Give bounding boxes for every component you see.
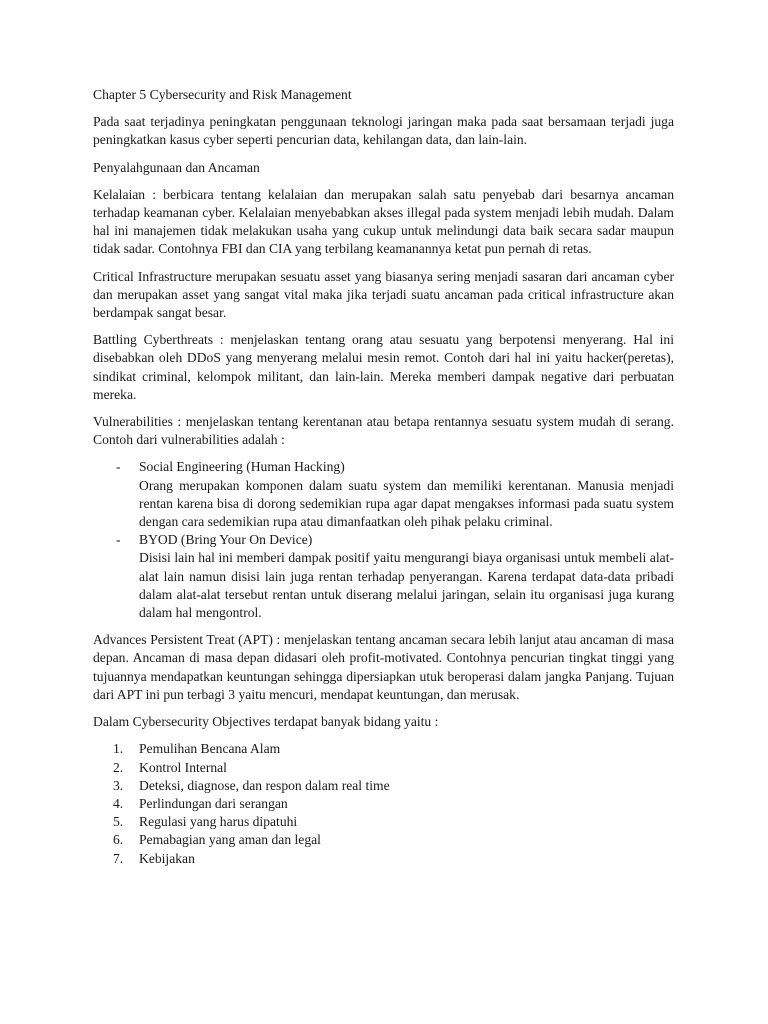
list-item-text: Perlindungan dari serangan xyxy=(139,795,288,811)
list-item-text: Deteksi, diagnose, dan respon dalam real time xyxy=(139,777,390,793)
list-number: 6. xyxy=(113,832,124,848)
list-item xyxy=(93,795,674,813)
list-number: 3. xyxy=(113,777,124,793)
list-item-title: Social Engineering (Human Hacking) xyxy=(139,459,345,475)
intro-paragraph: Pada saat terjadinya peningkatan penggunaan teknologi jaringan maka pada saat bersamaan terjadi juga peningkatkan kasus cyber seperti pencurian data, kehilangan data, dan lain-lain. xyxy=(93,114,674,148)
list-item-body: Disisi lain hal ini memberi dampak positif yaitu mengurangi biaya organisasi untuk membeli alat-alat lain namun disisi lain juga rentan terhadap penyerangan. Karena terdapat data-data pribadi dalam alat-alat tersebut rentan untuk diserang melalui jaringan, selain itu organisasi juga kurang dalam hal mengontrol. xyxy=(139,550,674,621)
list-item-text: Pemabagian yang aman dan legal xyxy=(139,832,321,848)
list-item-title: BYOD (Bring Your On Device) xyxy=(139,532,313,548)
list-item-text: Regulasi yang harus dipatuhi xyxy=(139,814,298,830)
list-number: 2. xyxy=(113,759,124,775)
objectives-list xyxy=(93,740,674,867)
paragraph-vulnerabilities: Vulnerabilities : menjelaskan tentang kerentanan atau betapa rentannya sesuatu system mudah di serang. Contoh dari vulnerabilities adalah : xyxy=(93,414,674,448)
list-item xyxy=(93,831,674,849)
paragraph-battling-cyberthreats: Battling Cyberthreats : menjelaskan tentang orang atau sesuatu yang berpotensi menyerang. Hal ini disebabkan oleh DDoS yang menyerang melalui mesin remot. Contoh dari hal ini yaitu hacker(peretas), sindikat criminal, kelompok militant, dan lain-lain. Mereka memberi dampak negative dari perbuatan mereka. xyxy=(93,332,674,402)
list-item-text: Pemulihan Bencana Alam xyxy=(139,741,281,757)
list-item xyxy=(93,458,674,531)
section-heading: Penyalahgunaan dan Ancaman xyxy=(93,159,260,175)
paragraph-apt: Advances Persistent Treat (APT) : menjelaskan tentang ancaman secara lebih lanjut atau ancaman di masa depan. Ancaman di masa depan didasari oleh profit-motivated. Contohnya pencurian tingkat tinggi yang tujuannya mendapatkan keuntungan sehingga dipersiapkan utuk beroperasi dalam jangka Panjang. Tujuan dari APT ini pun terbagi 3 yaitu mencuri, mendapat keuntungan, dan merusak. xyxy=(93,632,674,702)
document-title: Chapter 5 Cybersecurity and Risk Management xyxy=(93,87,352,102)
bullet-marker: - xyxy=(116,532,121,548)
document-page xyxy=(93,86,674,868)
list-item xyxy=(93,531,674,622)
list-number: 7. xyxy=(113,850,124,866)
vulnerabilities-list xyxy=(93,458,674,622)
list-number: 4. xyxy=(113,795,124,811)
list-item xyxy=(93,740,674,758)
bullet-marker: - xyxy=(116,459,121,475)
list-number: 1. xyxy=(113,741,124,757)
list-item-body: Orang merupakan komponen dalam suatu system dan memiliki kerentanan. Manusia menjadi rentan karena bisa di dorong sedemikian rupa agar dapat mengakses informasi pada suatu system dengan cara sedemikian rupa atau dimanfaatkan oleh pihak pelaku criminal. xyxy=(139,477,674,530)
list-number: 5. xyxy=(113,814,124,830)
list-item xyxy=(93,777,674,795)
paragraph-critical-infrastructure: Critical Infrastructure merupakan sesuatu asset yang biasanya sering menjadi sasaran dari ancaman cyber dan merupakan asset yang sangat vital maka jika terjadi suatu ancaman pada critical infrastructure akan berdampak sangat besar. xyxy=(93,268,674,321)
paragraph-kelalaian: Kelalaian : berbicara tentang kelalaian dan merupakan salah satu penyebab dari besarnya ancaman terhadap keamanan cyber. Kelalaian menyebabkan akses illegal pada system menjadi lebih mudah. Dalam hal ini manajemen tidak melakukan usaha yang cukup untuk melindungi data baik secara sadar maupun tidak sadar. Contohnya FBI dan CIA yang terbilang keamanannya ketat pun pernah di retas. xyxy=(93,186,674,257)
list-item xyxy=(93,759,674,777)
list-item-text: Kebijakan xyxy=(139,850,195,866)
list-item-text: Kontrol Internal xyxy=(139,759,227,775)
list-item xyxy=(93,813,674,831)
objectives-intro: Dalam Cybersecurity Objectives terdapat banyak bidang yaitu : xyxy=(93,714,439,730)
list-item xyxy=(93,850,674,868)
